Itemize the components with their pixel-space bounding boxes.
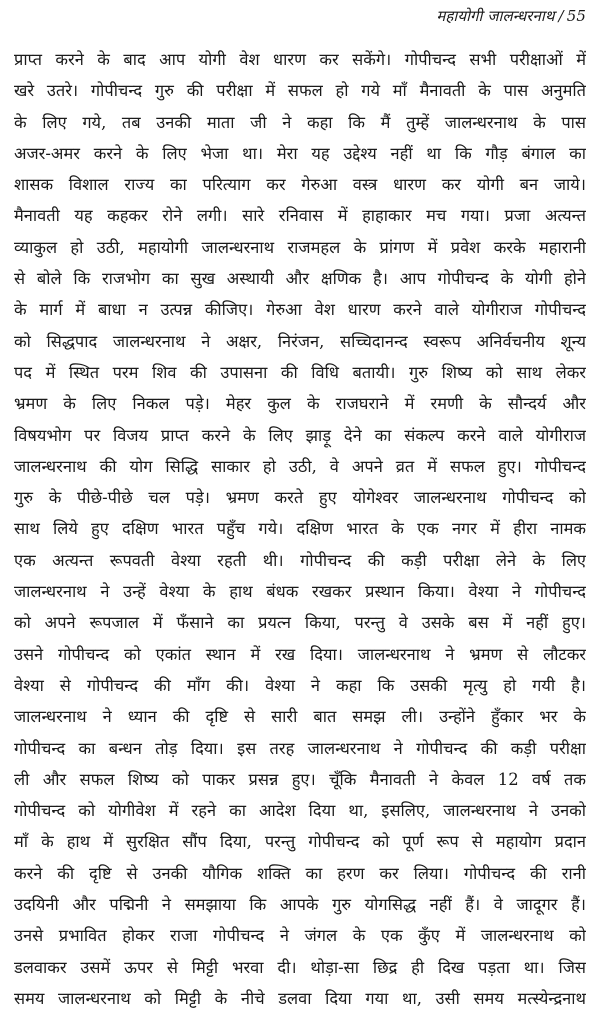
text-line: शासक विशाल राज्य का परित्याग कर गेरुआ वस्त्र धारण कर योगी बन जाये। — [14, 175, 586, 195]
text-line: गुरु के पीछे-पीछे चल पड़े। भ्रमण करते हुए योगेश्वर जालन्धरनाथ गोपीचन्द को — [14, 488, 586, 508]
text-line: उदयिनी और पद्मिनी ने समझाया कि आपके गुरु योगसिद्ध नहीं हैं। वे जादूगर हैं। — [14, 895, 586, 915]
text-line: अजर-अमर करने के लिए भेजा था। मेरा यह उद्देश्य नहीं था कि गौड़ बंगाल का — [14, 143, 586, 163]
text-line: जालन्धरनाथ ने ध्यान की दृष्टि से सारी बात समझ ली। उन्होंने हुँकार भर के — [14, 707, 586, 727]
text-line: वेश्या से गोपीचन्द की माँग की। वेश्या ने कहा कि उसकी मृत्यु हो गयी है। — [14, 675, 586, 695]
text-line: गोपीचन्द का बन्धन तोड़ दिया। इस तरह जालन्धरनाथ ने गोपीचन्द की कड़ी परीक्षा — [14, 738, 586, 758]
text-line: समय जालन्धरनाथ को मिट्टी के नीचे डलवा दिया गया था, उसी समय मत्स्येन्द्रनाथ — [14, 988, 586, 1008]
text-line: माँ के हाथ में सुरक्षित सौंप दिया, परन्तु गोपीचन्द को पूर्ण रूप से महायोग प्रदान — [14, 832, 586, 852]
book-title: महायोगी जालन्धरनाथ — [436, 7, 555, 25]
header-separator: / — [558, 7, 564, 25]
body-paragraph — [14, 44, 586, 1014]
text-line: भ्रमण के लिए निकल पड़े। मेहर कुल के राजघराने में रमणी के सौन्दर्य और — [14, 394, 586, 414]
text-line: मैनावती यह कहकर रोने लगी। सारे रनिवास में हाहाकार मच गया। प्रजा अत्यन्त — [14, 206, 586, 226]
text-line: उनसे प्रभावित होकर राजा गोपीचन्द ने जंगल के एक कुँए में जालन्धरनाथ को — [14, 926, 586, 946]
text-line: से बोले कि राजभोग का सुख अस्थायी और क्षणिक है। आप गोपीचन्द के योगी होने — [14, 269, 586, 289]
text-line: साथ लिये हुए दक्षिण भारत पहुँच गये। दक्षिण भारत के एक नगर में हीरा नामक — [14, 519, 586, 539]
text-line: विषयभोग पर विजय प्राप्त करने के लिए झाड़ू देने का संकल्प करने वाले योगीराज — [14, 425, 586, 445]
text-line: व्याकुल हो उठी, महायोगी जालन्धरनाथ राजमहल के प्रांगण में प्रवेश करके महारानी — [14, 237, 586, 257]
text-line: के लिए गये, तब उनकी माता जी ने कहा कि मैं तुम्हें जालन्धरनाथ के पास — [14, 112, 586, 132]
text-line: पद में स्थित परम शिव की उपासना की विधि बतायी। गुरु शिष्य को साथ लेकर — [14, 362, 586, 382]
text-line: जालन्धरनाथ की योग सिद्धि साकार हो उठी, वे अपने व्रत में सफल हुए। गोपीचन्द — [14, 456, 586, 476]
text-line: करने की दृष्टि से उनकी यौगिक शक्ति का हरण कर लिया। गोपीचन्द की रानी — [14, 863, 586, 883]
text-line: गोपीचन्द को योगीवेश में रहने का आदेश दिया था, इसलिए, जालन्धरनाथ ने उनको — [14, 801, 586, 821]
text-line: ली और सफल शिष्य को पाकर प्रसन्न हुए। चूँकि मैनावती ने केवल 12 वर्ष तक — [14, 769, 586, 789]
text-line: प्राप्त करने के बाद आप योगी वेश धारण कर सकेंगे। गोपीचन्द सभी परीक्षाओं में — [14, 50, 586, 69]
running-header — [436, 6, 586, 26]
text-line: उसने गोपीचन्द को एकांत स्थान में रख दिया। जालन्धरनाथ ने भ्रमण से लौटकर — [14, 644, 586, 664]
text-line: एक अत्यन्त रूपवती वेश्या रहती थी। गोपीचन्द की कड़ी परीक्षा लेने के लिए — [14, 550, 586, 570]
text-line: को सिद्धपाद जालन्धरनाथ ने अक्षर, निरंजन, सच्चिदानन्द स्वरूप अनिर्वचनीय शून्य — [14, 331, 586, 351]
text-line: जालन्धरनाथ ने उन्हें वेश्या के हाथ बंधक रखकर प्रस्थान किया। वेश्या ने गोपीचन्द — [14, 582, 586, 602]
text-line: डलवाकर उसमें ऊपर से मिट्टी भरवा दी। थोड़ा-सा छिद्र ही दिख पड़ता था। जिस — [14, 957, 586, 977]
text-line: को अपने रूपजाल में फँसाने का प्रयत्न किया, परन्तु वे उसके बस में नहीं हुए। — [14, 613, 586, 633]
text-line: खरे उतरे। गोपीचन्द गुरु की परीक्षा में सफल हो गये माँ मैनावती के पास अनुमति — [14, 81, 586, 101]
page-number: 55 — [566, 7, 586, 25]
text-line: के मार्ग में बाधा न उत्पन्न कीजिए। गेरुआ वेश धारण करने वाले योगीराज गोपीचन्द — [14, 300, 586, 320]
